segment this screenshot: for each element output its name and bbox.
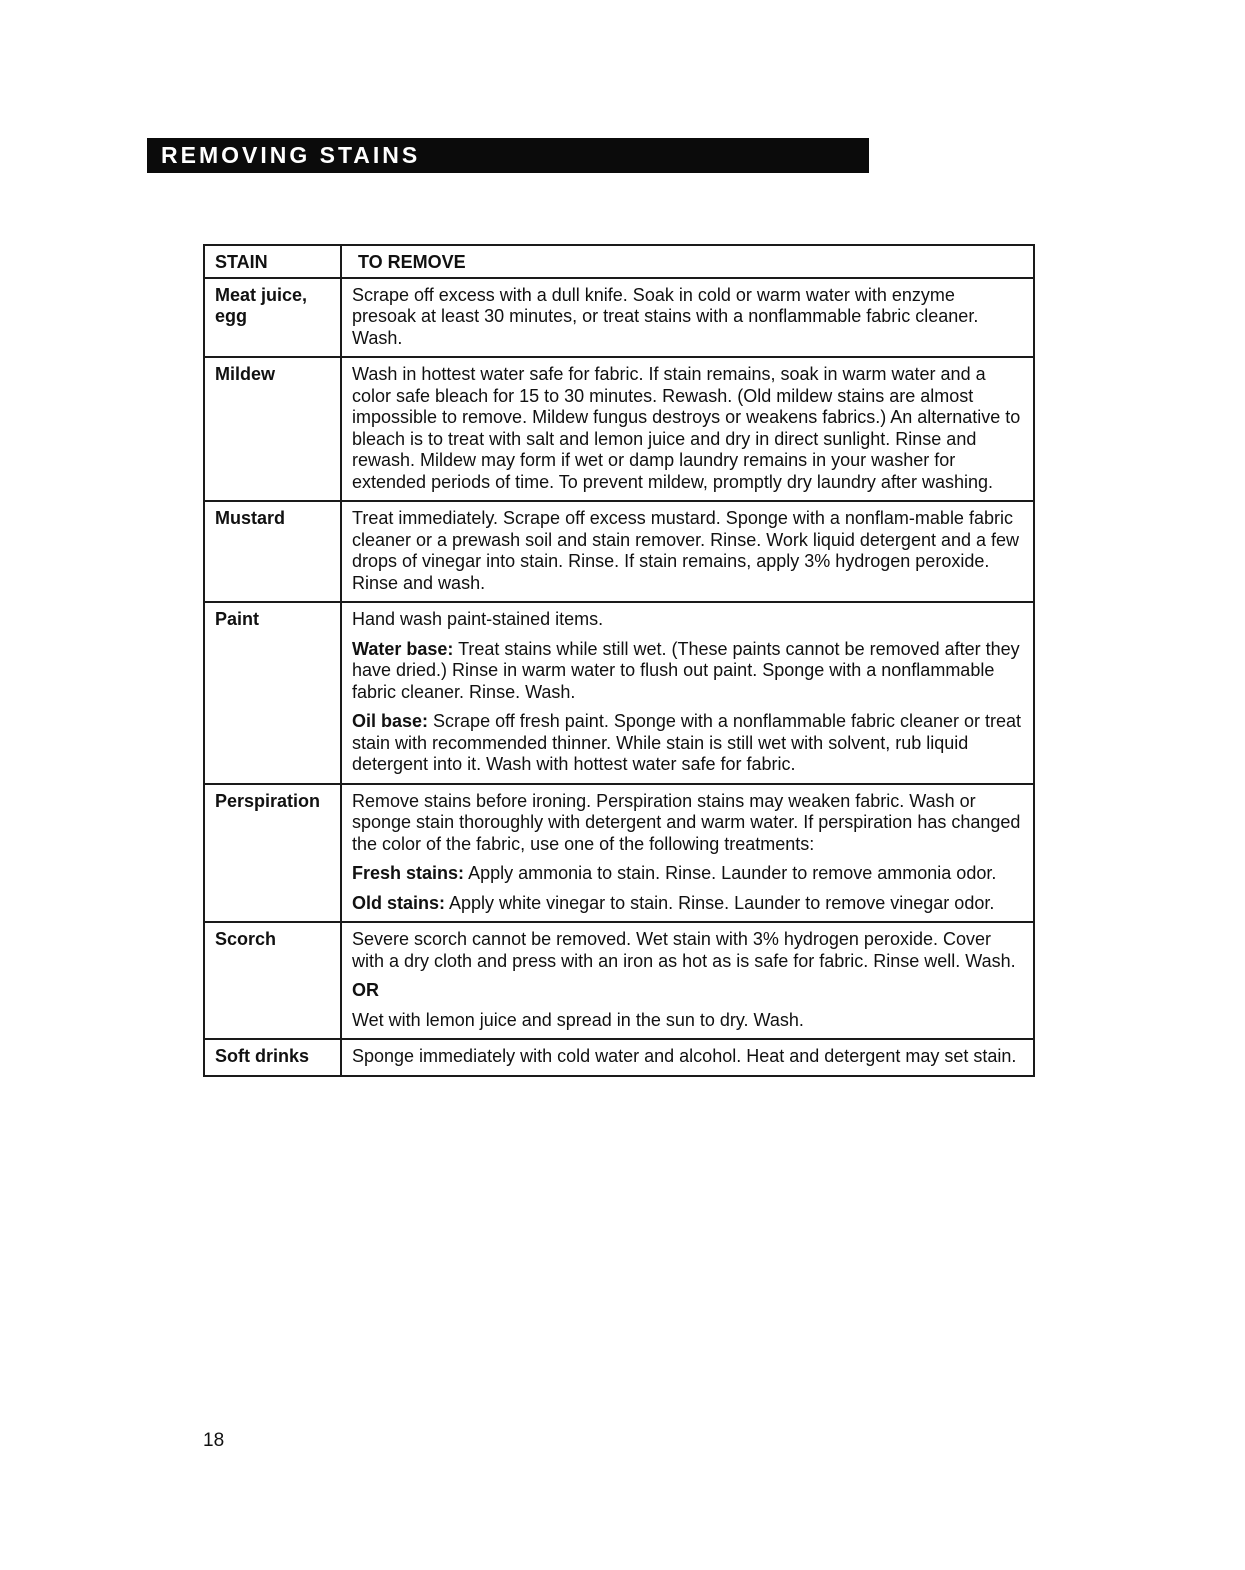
stain-name: Meat juice, egg [204,278,341,358]
instruction-paragraph [352,863,1023,885]
instruction-paragraph [352,364,1023,493]
stain-name: Perspiration [204,784,341,923]
removal-instructions [341,784,1034,923]
instruction-paragraph [352,285,1023,350]
stain-name: Mildew [204,357,341,501]
section-header-bar [147,138,869,173]
table-row [204,602,1034,784]
stain-name: Soft drinks [204,1039,341,1076]
instruction-text: Sponge immediately with cold water and alcohol. Heat and detergent may set stain. [352,1046,1017,1066]
removal-instructions [341,501,1034,602]
stain-name: Mustard [204,501,341,602]
instruction-text: Treat stains while still wet. (These paints cannot be removed after they have dried.) Rinse in warm water to flush out paint. Sponge with a nonflammable fabric cleaner. Rinse. Wash. [352,638,1020,702]
instruction-text: Scrape off excess with a dull knife. Soak in cold or warm water with enzyme presoak at least 30 minutes, or treat stains with a nonflammable fabric cleaner. Wash. [352,284,979,348]
instruction-text: Wet with lemon juice and spread in the sun to dry. Wash. [352,1009,804,1030]
instruction-paragraph [352,1046,1023,1068]
column-header-to-remove: TO REMOVE [341,245,1034,278]
instruction-label: Oil base: [352,711,429,731]
table-row [204,1039,1034,1076]
instruction-paragraph [352,893,1023,915]
removal-instructions [341,357,1034,501]
or-separator: OR [352,980,379,1000]
table-row [204,501,1034,602]
table-row [204,357,1034,501]
section-title: REMOVING STAINS [161,142,421,168]
table-row [204,784,1034,923]
instruction-text: Severe scorch cannot be removed. Wet stain with 3% hydrogen peroxide. Cover with a dry cloth and press with an iron as hot as is safe for fabric. Rinse well. Wash. [352,929,1016,971]
instruction-paragraph [352,791,1023,856]
instruction-text: Treat immediately. Scrape off excess mustard. Sponge with a nonflam-mable fabric cleaner or a prewash soil and stain remover. Rinse. Work liquid detergent and a few drops of vinegar into stain. Rinse. If stain remains, apply 3% hydrogen peroxide. Rinse and wash. [352,508,1020,593]
removal-instructions [341,602,1034,784]
instruction-paragraph [352,929,1023,972]
instruction-text: Apply white vinegar to stain. Rinse. Launder to remove vinegar odor. [449,892,995,913]
instruction-label: Fresh stains: [352,863,465,883]
removal-instructions [341,922,1034,1039]
instruction-text: Scrape off fresh paint. Sponge with a nonflammable fabric cleaner or treat stain with recommended thinner. While stain is still wet with solvent, rub liquid detergent into it. Wash with hottest water safe for fabric. [352,711,1022,774]
instruction-label: Water base: [352,638,454,659]
column-header-stain: STAIN [204,245,341,278]
instruction-paragraph [352,609,1023,631]
removal-instructions [341,1039,1034,1076]
instruction-text: Apply ammonia to stain. Rinse. Launder to remove ammonia odor. [468,863,997,883]
table-body [204,278,1034,1076]
instruction-paragraph [352,508,1023,594]
table-row [204,278,1034,358]
page-number: 18 [203,1430,225,1451]
instruction-text: Wash in hottest water safe for fabric. If stain remains, soak in warm water and a color safe bleach for 15 to 30 minutes. Rewash. (Old mildew stains are almost impossible to remove. Mildew fungus destroys or weakens fabrics.) An alternative to bleach is to treat with salt and lemon juice and dry in direct sunlight. Rinse and rewash. Mildew may form if wet or damp laundry remains in your washer for extended periods of time. To prevent mildew, promptly dry laundry after washing. [352,364,1021,492]
table-row [204,922,1034,1039]
table-header-row [204,245,1034,278]
stain-name: Paint [204,602,341,784]
instruction-label: Old stains: [352,892,446,913]
instruction-paragraph [352,639,1023,704]
removal-instructions [341,278,1034,358]
instruction-paragraph [352,711,1023,776]
stain-removal-table [203,244,1035,1077]
instruction-paragraph [352,1010,1023,1032]
instruction-text: Hand wash paint-stained items. [352,609,604,629]
stain-name: Scorch [204,922,341,1039]
instruction-text: Remove stains before ironing. Perspiration stains may weaken fabric. Wash or sponge stain thoroughly with detergent and warm water. If perspiration has changed the color of the fabric, use one of the following treatments: [352,790,1021,854]
